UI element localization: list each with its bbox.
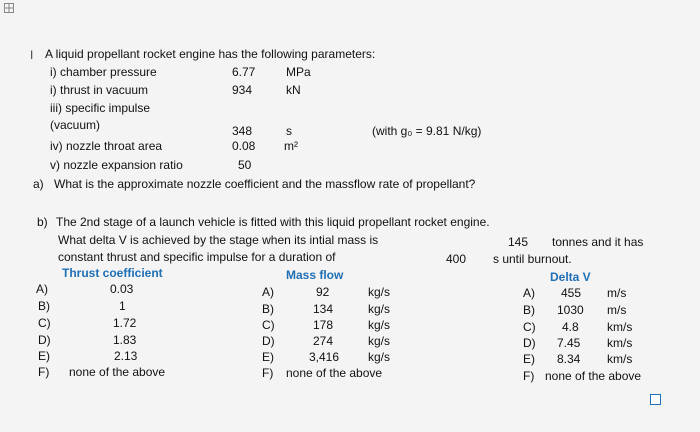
thrust-letter-a: A) [36, 282, 48, 296]
question-a-label: a) [33, 177, 44, 191]
duration-value: 400 [446, 252, 467, 266]
param-label-expansion-ratio: v) nozzle expansion ratio [50, 158, 183, 172]
param-label-thrust: i) thrust in vacuum [50, 83, 149, 97]
param-value-throat-area: 0.08 [232, 139, 256, 153]
deltav-value-c: 4.8 [562, 320, 579, 334]
massflow-unit-e: kg/s [368, 350, 391, 364]
param-label-isp-vacuum: (vacuum) [50, 118, 101, 132]
deltav-letter-b: B) [523, 303, 535, 317]
param-value-thrust: 934 [232, 83, 253, 97]
thrust-value-d: 1.83 [113, 333, 137, 347]
question-b-line2: What delta V is achieved by the stage when its intial mass is [58, 233, 379, 247]
param-unit-throat-area: m² [284, 139, 298, 153]
massflow-value-b: 134 [313, 302, 334, 316]
massflow-letter-a: A) [262, 285, 274, 299]
massflow-letter-e: E) [262, 350, 274, 364]
deltav-value-d: 7.45 [557, 336, 581, 350]
param-unit-chamber-pressure: MPa [286, 65, 311, 79]
massflow-value-d: 274 [313, 334, 334, 348]
massflow-unit-c: kg/s [368, 318, 391, 332]
deltav-letter-c: C) [523, 320, 536, 334]
massflow-value-e: 3,416 [309, 350, 340, 364]
header-thrust-coefficient: Thrust coefficient [62, 266, 163, 280]
initial-mass-value: 145 [508, 235, 529, 249]
thrust-letter-e: E) [38, 349, 50, 363]
thrust-value-e: 2.13 [114, 349, 138, 363]
thrust-value-b: 1 [119, 299, 126, 313]
deltav-letter-d: D) [523, 336, 536, 350]
g0-note: (with g₀ = 9.81 N/kg) [372, 124, 482, 138]
deltav-letter-a: A) [523, 286, 535, 300]
thrust-value-c: 1.72 [113, 316, 137, 330]
question-b-line1: The 2nd stage of a launch vehicle is fitted with this liquid propellant rocket engine. [56, 215, 490, 229]
thrust-letter-f: F) [38, 365, 50, 379]
param-label-throat-area: iv) nozzle throat area [50, 139, 163, 153]
param-value-isp: 348 [232, 124, 253, 138]
deltav-value-e: 8.34 [557, 352, 581, 366]
deltav-letter-e: E) [523, 352, 535, 366]
thrust-value-a: 0.03 [110, 282, 134, 296]
param-label-isp: iii) specific impulse [50, 101, 151, 115]
initial-mass-unit: tonnes and it has [552, 235, 644, 249]
header-mass-flow: Mass flow [286, 268, 344, 282]
param-unit-thrust: kN [286, 83, 301, 97]
resize-handle-icon[interactable] [650, 394, 661, 405]
massflow-unit-d: kg/s [368, 334, 391, 348]
deltav-unit-c: km/s [607, 320, 633, 334]
massflow-letter-f: F) [262, 366, 274, 380]
deltav-unit-a: m/s [607, 286, 627, 300]
deltav-unit-b: m/s [607, 303, 627, 317]
deltav-value-b: 1030 [557, 303, 584, 317]
massflow-letter-d: D) [262, 334, 275, 348]
header-delta-v: Delta V [550, 270, 591, 284]
thrust-letter-b: B) [38, 299, 50, 313]
massflow-letter-b: B) [262, 302, 274, 316]
deltav-letter-f: F) [523, 369, 535, 383]
deltav-value-f: none of the above [545, 369, 642, 383]
param-unit-isp: s [286, 124, 292, 138]
param-value-expansion-ratio: 50 [238, 158, 252, 172]
massflow-value-c: 178 [313, 318, 334, 332]
deltav-unit-e: km/s [607, 352, 633, 366]
thrust-letter-d: D) [38, 333, 51, 347]
massflow-value-f: none of the above [286, 366, 383, 380]
intro-text: A liquid propellant rocket engine has the following parameters: [45, 47, 376, 61]
question-b-line3: constant thrust and specific impulse for a duration of [58, 250, 336, 264]
param-label-chamber-pressure: i) chamber pressure [50, 65, 157, 79]
deltav-value-a: 455 [561, 286, 582, 300]
param-value-chamber-pressure: 6.77 [232, 65, 256, 79]
question-a-text: What is the approximate nozzle coefficient and the massflow rate of propellant? [54, 177, 476, 191]
deltav-unit-d: km/s [607, 336, 633, 350]
massflow-unit-a: kg/s [368, 285, 391, 299]
text-cursor-icon: I [30, 48, 34, 62]
move-handle-icon[interactable] [4, 3, 14, 13]
massflow-letter-c: C) [262, 318, 275, 332]
thrust-value-f: none of the above [69, 365, 166, 379]
duration-unit: s until burnout. [493, 252, 572, 266]
question-b-label: b) [37, 215, 48, 229]
massflow-value-a: 92 [316, 285, 330, 299]
massflow-unit-b: kg/s [368, 302, 391, 316]
thrust-letter-c: C) [38, 316, 51, 330]
